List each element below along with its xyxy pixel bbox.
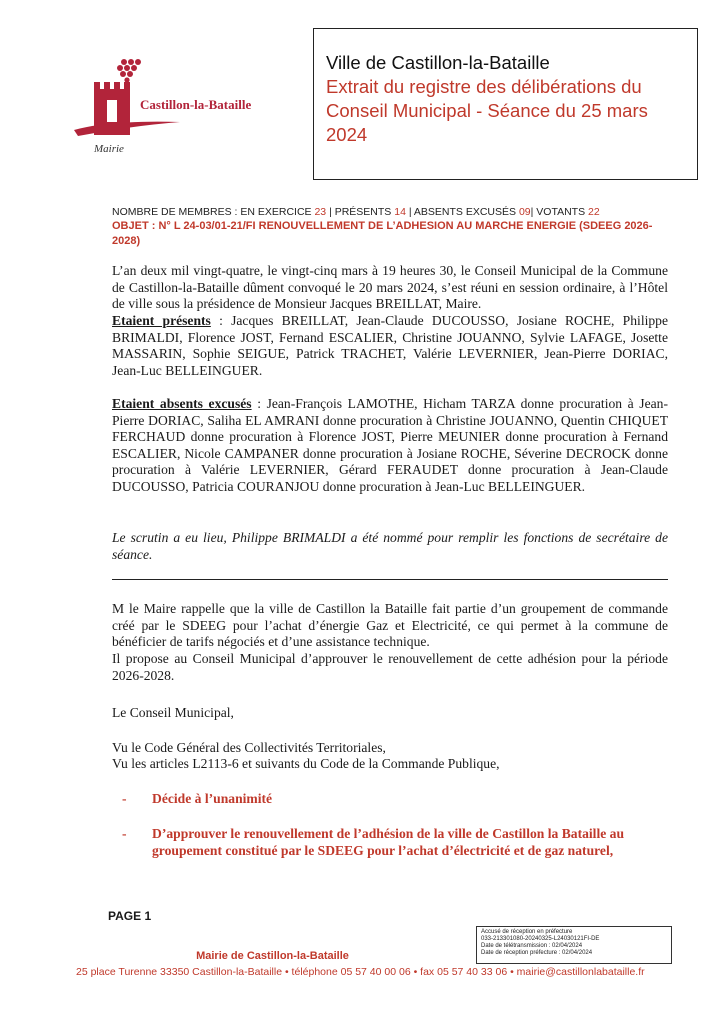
count-exercice: 23 — [314, 206, 327, 218]
divider — [112, 579, 668, 580]
decision-item — [112, 825, 672, 861]
header-subtitle-line: Conseil Municipal - Séance du 25 mars — [326, 100, 648, 121]
header-box — [313, 28, 698, 180]
absents-label: Etaient absents excusés — [112, 396, 252, 411]
header-title: Ville de Castillon-la-Bataille — [326, 52, 550, 73]
label-absents: | ABSENTS EXCUSÉS — [408, 206, 517, 218]
count-absents: 09 — [518, 206, 531, 218]
decision-dash: - — [122, 791, 127, 806]
conseil-line: Le Conseil Municipal, — [112, 705, 234, 720]
stamp-line: 033-213301080-20240325-L24030121FI-DE — [481, 936, 600, 942]
members-count-line — [112, 206, 600, 218]
count-votants: 22 — [588, 206, 600, 218]
presents-paragraph — [112, 313, 668, 379]
presents-text: : Jacques BREILLAT, Jean-Claude DUCOUSSO, Josiane ROCHE, Philippe BRIMALDI, Florence JOST, Fernand ESCALIER, Christine JOUANNO, Sylvie LAFAGE, Josette MASSARIN, Sophie SEIGUE, Patrick TRACHET, Valérie LEVERNIER, Jean-Pierre DORIAC, Jean-Luc BELLEINGUER. — [112, 313, 668, 378]
logo-town-name: Castillon-la-Bataille — [140, 97, 252, 112]
vu-line-1: Vu le Code Général des Collectivités Territoriales, — [112, 740, 386, 755]
vu-line-2: Vu les articles L2113-6 et suivants du Code de la Commande Publique, — [112, 756, 500, 771]
body-paragraph-1: M le Maire rappelle que la ville de Castillon la Bataille fait partie d’un groupement de commande créé par le SDEEG pour l’achat d’énergie Gaz et Electricité, ce qui permet à la commune de bénéficier de tarifs négociés et d’une assistance technique. — [112, 601, 668, 650]
header-subtitle-line: 2024 — [326, 124, 368, 145]
header-subtitle-line: Extrait du registre des délibérations du — [326, 76, 642, 97]
scrutin-paragraph: Le scrutin a eu lieu, Philippe BRIMALDI a été nommé pour remplir les fonctions de secrétaire de séance. — [112, 530, 668, 562]
intro-paragraph: L’an deux mil vingt-quatre, le vingt-cinq mars à 19 heures 30, le Conseil Municipal de la Commune de Castillon-la-Bataille dûment convoqué le 20 mars 2024, s’est réuni en session ordinaire, à l’Hôtel de ville sous la présidence de Monsieur Jacques BREILLAT, Maire. — [112, 263, 668, 312]
header-subtitle — [326, 75, 687, 147]
absents-paragraph — [112, 396, 668, 496]
decision-dash: - — [122, 826, 127, 841]
stamp-line: Date de télétransmission : 02/04/2024 — [481, 943, 583, 949]
stamp-line: Date de réception préfecture : 02/04/2024 — [481, 950, 593, 956]
body-paragraph-2: Il propose au Conseil Municipal d’approuver le renouvellement de cette adhésion pour la période 2026-2028. — [112, 651, 668, 683]
presents-label: Etaient présents — [112, 313, 211, 328]
label-exercice: NOMBRE DE MEMBRES : EN EXERCICE — [112, 206, 312, 218]
footer-address: 25 place Turenne 33350 Castillon-la-Bataille • téléphone 05 57 40 00 06 • fax 05 57 40 33 06 • mairie@castillonlabataille.fr — [76, 966, 645, 978]
footer-title: Mairie de Castillon-la-Bataille — [196, 950, 349, 962]
objet-title: OBJET : N° L 24-03/01-21/FI RENOUVELLEMENT DE L’ADHESION AU MARCHE ENERGIE (SDEEG 2026-2028) — [112, 220, 653, 247]
decision-item — [112, 790, 672, 808]
decision-text: Décide à l’unanimité — [152, 791, 273, 806]
label-votants: | VOTANTS — [530, 206, 586, 218]
logo-subtitle: Mairie — [94, 143, 124, 155]
absents-text: : Jean-François LAMOTHE, Hicham TARZA donne procuration à Jean-Pierre DORIAC, Saliha EL AMRANI donne procuration à Christine JOUANNO, Quentin CHIQUET FERCHAUD donne procuration à Florence JOST, Pierre MEUNIER donne procuration à Fernand ESCALIER, Nicole CAMPANER donne procuration à Josiane ROCHE, Séverine DECROCK donne procuration à Valérie LEVERNIER, Gérard FERAUDET donne procuration à Jean-Claude DUCOUSSO, Patricia COURANJOU donne procuration à Jean-Luc BELLEINGUER. — [112, 396, 668, 494]
decision-text: D’approuver le renouvellement de l’adhésion de la ville de Castillon la Bataille au groupement constitué par le SDEEG pour l’achat d’électricité et de gaz naturel, — [152, 826, 625, 858]
stamp-line: Accusé de réception en préfecture — [481, 929, 573, 935]
count-presents: 14 — [394, 206, 406, 218]
label-presents: | PRÉSENTS — [329, 206, 392, 218]
page-number: PAGE 1 — [108, 909, 152, 923]
